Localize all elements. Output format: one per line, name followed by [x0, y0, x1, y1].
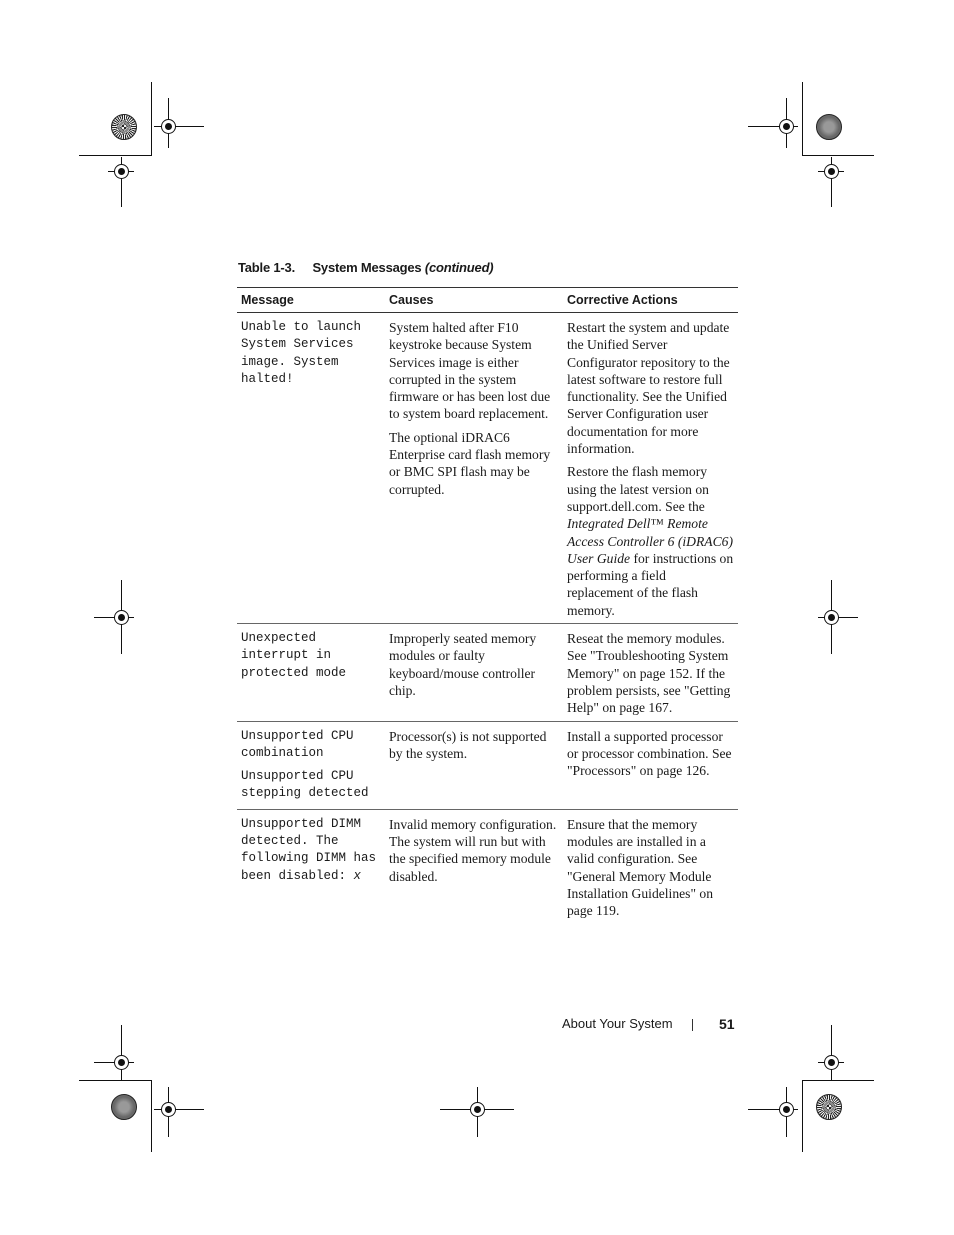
table-row — [237, 624, 738, 721]
registration-wheel-icon — [816, 114, 842, 140]
table-row — [237, 809, 738, 923]
cause-text: The optional iDRAC6 Enterprise card flash memory or BMC SPI flash may be corrupted. — [389, 429, 551, 497]
message-text-part: Unsupported DIMM detected. The following DIMM has been disabled: — [241, 816, 377, 883]
actions-cell — [563, 721, 738, 809]
action-text — [567, 463, 734, 619]
footer-section-title: About Your System — [562, 1016, 673, 1031]
message-text: Unsupported CPU stepping detected — [241, 769, 369, 801]
action-text: Restart the system and update the Unified Server Configurator repository to the latest software to restore full functionality. See the Unified Server Configuration user documentation for more information. — [567, 320, 730, 457]
cause-text: Processor(s) is not supported by the system. — [389, 728, 547, 761]
table-continued: (continued) — [424, 260, 494, 275]
message-cell — [237, 624, 385, 721]
header-actions: Corrective Actions — [563, 288, 738, 313]
registration-wheel-icon — [111, 114, 137, 140]
system-messages-table — [237, 287, 738, 924]
message-text: Unexpected interrupt in protected mode — [241, 631, 347, 680]
action-text: Ensure that the memory modules are installed in a valid configuration. See "General Memory Module Installation Guidelines" on page 119. — [567, 816, 713, 919]
cause-text: Improperly seated memory modules or faulty keyboard/mouse controller chip. — [389, 631, 537, 698]
causes-cell — [385, 313, 563, 624]
action-text-part: for instructions on performing a field replacement of the flash memory. — [567, 550, 734, 618]
causes-cell — [385, 624, 563, 721]
user-guide-title: Integrated Dell™ Remote Access Controller 6 (iDRAC6) User Guide — [567, 516, 733, 566]
causes-cell — [385, 809, 563, 923]
cause-text: System halted after F10 keystroke because System Services image is either corrupted in the system firmware or has been lost due to system board replacement. — [389, 320, 551, 422]
causes-cell — [385, 721, 563, 809]
header-message: Message — [237, 288, 385, 313]
message-cell — [237, 809, 385, 923]
table-row — [237, 313, 738, 624]
message-text: Unable to launch System Services image. System halted! — [241, 320, 362, 386]
table-row — [237, 721, 738, 809]
message-cell — [237, 721, 385, 809]
action-text-part: Restore the flash memory using the latest version on support.dell.com. See the — [567, 464, 709, 514]
message-text — [241, 816, 381, 885]
registration-wheel-icon — [111, 1094, 137, 1120]
message-variable: x — [353, 868, 362, 883]
actions-cell — [563, 313, 738, 624]
action-text: Install a supported processor or processor combination. See "Processors" on page 126. — [567, 728, 732, 779]
table-header-row — [237, 288, 738, 313]
actions-cell — [563, 809, 738, 923]
header-causes: Causes — [385, 288, 563, 313]
footer-separator — [692, 1019, 693, 1031]
table-number: Table 1-3. — [238, 260, 296, 275]
registration-wheel-icon — [816, 1094, 842, 1120]
page-number: 51 — [719, 1016, 735, 1032]
message-cell — [237, 313, 385, 624]
table-title: System Messages — [312, 260, 422, 275]
message-text: Unsupported CPU combination — [241, 728, 354, 760]
actions-cell — [563, 624, 738, 721]
table-caption — [238, 260, 493, 275]
cause-text: Invalid memory configuration. The system will run but with the specified memory module disabled. — [389, 816, 557, 884]
action-text: Reseat the memory modules. See "Troubleshooting System Memory" on page 152. If the problem persists, see "Getting Help" on page 167. — [567, 631, 731, 716]
